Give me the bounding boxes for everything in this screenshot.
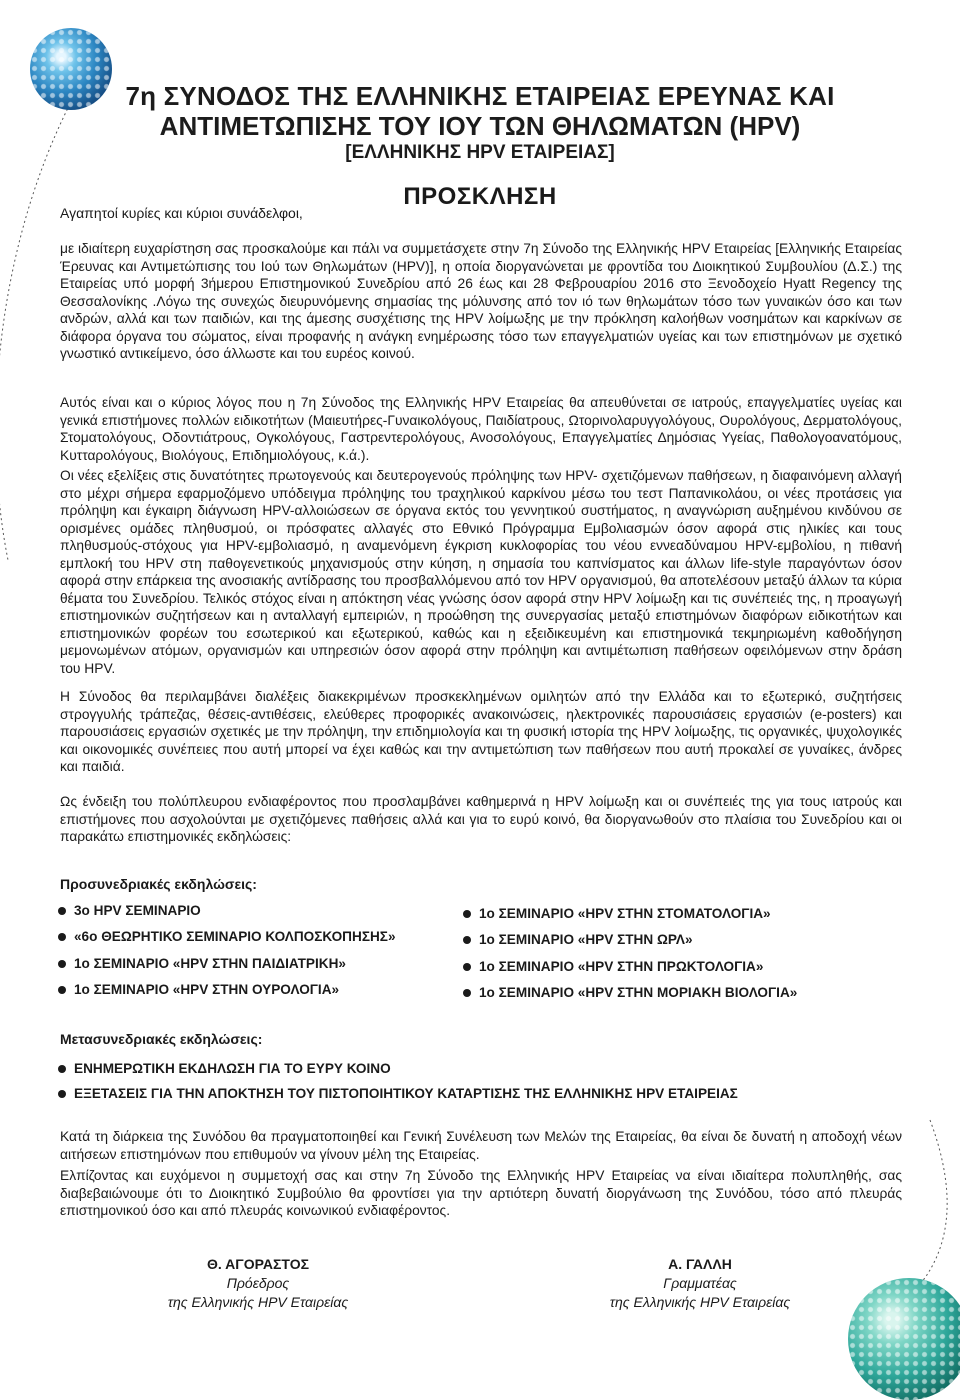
assembly-paragraph: Κατά τη διάρκεια της Συνόδου θα πραγματοποιηθεί και Γενική Συνέλευση των Μελών της Εταιρείας, θα είναι δε δυνατή η αποδοχή νέων αιτήσεων επιστημόνων που επιθυμούν να γίνουν μέλη της Εταιρείας. [60, 1129, 902, 1162]
title-line-3: [ΕΛΛΗΝΙΚΗΣ HPV ΕΤΑΙΡΕΙΑΣ] [345, 142, 615, 163]
invitation-heading: ΠΡΟΣΚΛΗΣΗ [403, 183, 557, 210]
signatory-role: Γραμματέας [663, 1275, 737, 1291]
intro-paragraph: με ιδιαίτερη ευχαρίστηση σας προσκαλούμε και πάλι να συμμετάσχετε στην 7η Σύνοδο της Ελληνικής HPV Εταιρείας [Ελληνικής Εταιρείας Έρευνας και Αντιμετώπισης του Ιού των Θηλωμάτων (HPV)], η οποία διοργανώνεται με φροντίδα του Διοικητικού Συμβουλίου (Δ.Σ.) της Εταιρείας υπό μορφή 3ήμερου Επιστημονικού Συνεδρίου από 26 έως και 28 Φεβρουαρίου 2016 στο Ξενοδοχείο Hyatt Regency της Θεσσαλονίκης .Λόγω της συνεχώς διευρυνόμενης σημασίας της μόλυνσης από τον ιό των θηλωμάτων τόσο των γυναικών όσο και των ανδρών, αλλά και των παιδιών, και της άμεσης συσχέτισης της HPV λοίμωξης με την πρόκληση καλοήθων νοσημάτων και καρκίνων σε διάφορα όργανα του σώματος, είναι προφανής η ανάγκη ενημέρωσης τόσο των επαγγελματιών υγείας και των επιστημόνων με σχετικό γνωστικό αντικείμενο, όσο άλλωστε και του ευρέος κοινού. [60, 241, 902, 361]
list-item: 1ο ΣΕΜΙΝΑΡΙΟ «HPV ΣΤΗΝ ΣΤΟΜΑΤΟΛΟΓΙΑ» [463, 905, 797, 931]
signature-president [108, 1255, 408, 1312]
list-item: 3ο HPV ΣΕΜΙΝΑΡΙΟ [58, 902, 396, 928]
pre-events-heading: Προσυνεδριακές εκδηλώσεις: [60, 876, 257, 892]
signature-secretary [550, 1255, 850, 1312]
signatory-name: Θ. ΑΓΟΡΑΣΤΟΣ [207, 1256, 309, 1272]
list-item: 1ο ΣΕΜΙΝΑΡΙΟ «HPV ΣΤΗΝ ΟΥΡΟΛΟΓΙΑ» [58, 981, 396, 1007]
pre-events-list-left [58, 902, 396, 1007]
signatory-organization: της Ελληνικής HPV Εταιρείας [167, 1294, 349, 1310]
topics-paragraph: Οι νέες εξελίξεις στις δυνατότητες πρωτογενούς και δευτερογενούς πρόληψης των HPV- σχετιζόμενων παθήσεων, η διαφαινόμενη αλλαγή στο μέχρι σήμερα εφαρμοζόμενο υπόδειγμα πρόληψης του τραχηλικού καρκίνου μέσω του τεστ Παπανικολάου, οι νέες προτάσεις για πρόληψη και έγκαιρη διάγνωση HPV-αλλοιώσεων σε όργανα εκτός του γεννητικού συστήματος, η αναγνώριση αυξημένου κινδύνου σε ορισμένες ομάδες πληθυσμού, οι πρόσφατες αλλαγές στο Εθνικό Πρόγραμμα Εμβολιασμών όσον αφορά στις ηλικίες και τους πληθυσμούς-στόχους για HPV-εμβολιασμό, η αναμενόμενη έγκριση κυκλοφορίας του νέου εννεαδύναμου HPV-εμβολίου, η πιθανή εμπλοκή του HPV στη παθογενετικούς μηχανισμούς στην κύηση, η σημασία του καπνίσματος και άλλων life-style παραγόντων όσον αφορά στην επάρκεια της ανοσιακής αντίδρασης του προσβαλλόμενου από τον HPV οργανισμού, θα αποτελέσουν μεταξύ άλλων τα κύρια θέματα του Συνεδρίου. Τελικός στόχος είναι η απόκτηση νέας γνώσης όσον αφορά στην HPV λοίμωξη και τις συνέπειές της, η προαγωγή επιστημονικών συζητήσεων και η ανταλλαγή εμπειριών, η προώθηση της συνεργασίας μεταξύ επιστημόνων διαφόρων ειδικοτήτων και επιστημονικών φορέων του εσωτερικού και εξωτερικού, καθώς και η εξειδικευμένη και επιστημονικά τεκμηριωμένη καθοδήγηση μεμονωμένων ατόμων, οργανισμών και υπηρεσιών όσον αφορά στην πρόληψη και αντιμέτωπιση παθήσεων οφειλόμενων στην δράση του HPV. [60, 468, 902, 676]
events-intro-paragraph: Ως ένδειξη του πολύπλευρου ενδιαφέροντος που προσλαμβάνει καθημερινά η HPV λοίμωξη και οι συνέπειές της για τους ιατρούς και επιστήμονες που ασχολούνται με σχετιζόμενες παθήσεις αλλά και για το ευρύ κοινό, θα διοργανωθούν στο πλαίσια του Συνεδρίου και οι παρακάτω επιστημονικές εκδηλώσεις: [60, 794, 902, 844]
list-item: 1ο ΣΕΜΙΝΑΡΙΟ «HPV ΣΤΗΝ ΩΡΛ» [463, 931, 797, 957]
audience-paragraph: Αυτός είναι και ο κύριος λόγος που η 7η Σύνοδος της Ελληνικής HPV Εταιρείας θα απευθύνεται σε ιατρούς, επαγγελματίες υγείας και γενικά επιστήμονες πολλών ειδικοτήτων (Μαιευτήρες-Γυναικολόγους, Παιδίατρους, Ωτορινολαρυγγολόγους, Ουρολόγους, Δερματολόγους, Στοματολόγους, Οδοντιάτρους, Ογκολόγους, Γαστρεντερολόγους, Ανοσολόγους, Επαγγελματίες Δημόσιας Υγείας, Παθολογοανατόμους, Κυτταρολόγους, Βιολόγους, Επιδημιολόγους, κ.ά.). [60, 395, 902, 463]
post-events-heading: Μετασυνεδριακές εκδηλώσεις: [60, 1031, 263, 1047]
list-item: 1ο ΣΕΜΙΝΑΡΙΟ «HPV ΣΤΗΝ ΜΟΡΙΑΚΗ ΒΙΟΛΟΓΙΑ» [463, 984, 797, 1010]
signatory-role: Πρόεδρος [226, 1275, 290, 1291]
title-line-2: ΑΝΤΙΜΕΤΩΠΙΣΗΣ ΤΟΥ ΙΟΥ ΤΩΝ ΘΗΛΩΜΑΤΩΝ (HPV) [159, 111, 801, 141]
signatory-organization: της Ελληνικής HPV Εταιρείας [609, 1294, 791, 1310]
pre-events-list-right [463, 905, 797, 1010]
list-item: ΕΝΗΜΕΡΩΤΙΚΗ ΕΚΔΗΛΩΣΗ ΓΙΑ ΤΟ ΕΥΡΥ ΚΟΙΝΟ [58, 1060, 738, 1085]
list-item: 1ο ΣΕΜΙΝΑΡΙΟ «HPV ΣΤΗΝ ΠΑΙΔΙΑΤΡΙΚΗ» [58, 955, 396, 981]
title-line-1: 7η ΣΥΝΟΔΟΣ ΤΗΣ ΕΛΛΗΝΙΚΗΣ ΕΤΑΙΡΕΙΑΣ ΕΡΕΥΝΑΣ ΚΑΙ [125, 81, 835, 111]
signatory-name: Α. ΓΑΛΛΗ [668, 1256, 732, 1272]
post-events-list [58, 1060, 738, 1110]
hpv-virus-icon [848, 1278, 960, 1400]
greeting: Αγαπητοί κυρίες και κύριοι συνάδελφοι, [60, 205, 303, 221]
program-paragraph: Η Σύνοδος θα περιλαμβάνει διαλέξεις διακεκριμένων προσκεκλημένων ομιλητών από την Ελλάδα και το εξωτερικό, συζητήσεις στρογγυλής τράπεζας, θέσεις-αντιθέσεις, ελεύθερες προφορικές ανακοινώσεις, ηλεκτρονικές παρουσιάσεις εργασιών (e-posters) και παρουσιάσεις εργασιών σχετικές με την πρόληψη, την επιδημιολογία και τη φυσική ιστορία της HPV λοίμωξης, τις οργανικές, ψυχολογικές και οικονομικές συνέπειες που αυτή μπορεί να έχει καθώς και την αντιμετώπιση των παθήσεων που αυτή προκαλεί σε γυναίκες, άνδρες και παιδιά. [60, 689, 902, 774]
list-item: 1ο ΣΕΜΙΝΑΡΙΟ «HPV ΣΤΗΝ ΠΡΩΚΤΟΛΟΓΙΑ» [463, 958, 797, 984]
list-item: ΕΞΕΤΑΣΕΙΣ ΓΙΑ ΤΗΝ ΑΠΟΚΤΗΣΗ ΤΟΥ ΠΙΣΤΟΠΟΙΗΤΙΚΟΥ ΚΑΤΑΡΤΙΣΗΣ ΤΗΣ ΕΛΛΗΝΙΚΗΣ HPV ΕΤΑΙΡΕΙΑΣ [58, 1085, 738, 1110]
closing-paragraph: Ελπίζοντας και ευχόμενοι η συμμετοχή σας και στην 7η Σύνοδο της Ελληνικής HPV Εταιρείας να είναι ιδιαίτερα πολυπληθής, σας διαβεβαιώνουμε ότι το Διοικητικό Συμβούλιο θα φροντίσει για την αρτιότερη δυνατή διοργάνωση της Συνόδου, τόσο από πλευράς επιστημονικού όσο και από πλευράς κοινωνικού ενδιαφέροντος. [60, 1168, 902, 1218]
list-item: «6ο ΘΕΩΡΗΤΙΚΟ ΣΕΜΙΝΑΡΙΟ ΚΟΛΠΟΣΚΟΠΗΣΗΣ» [58, 928, 396, 954]
